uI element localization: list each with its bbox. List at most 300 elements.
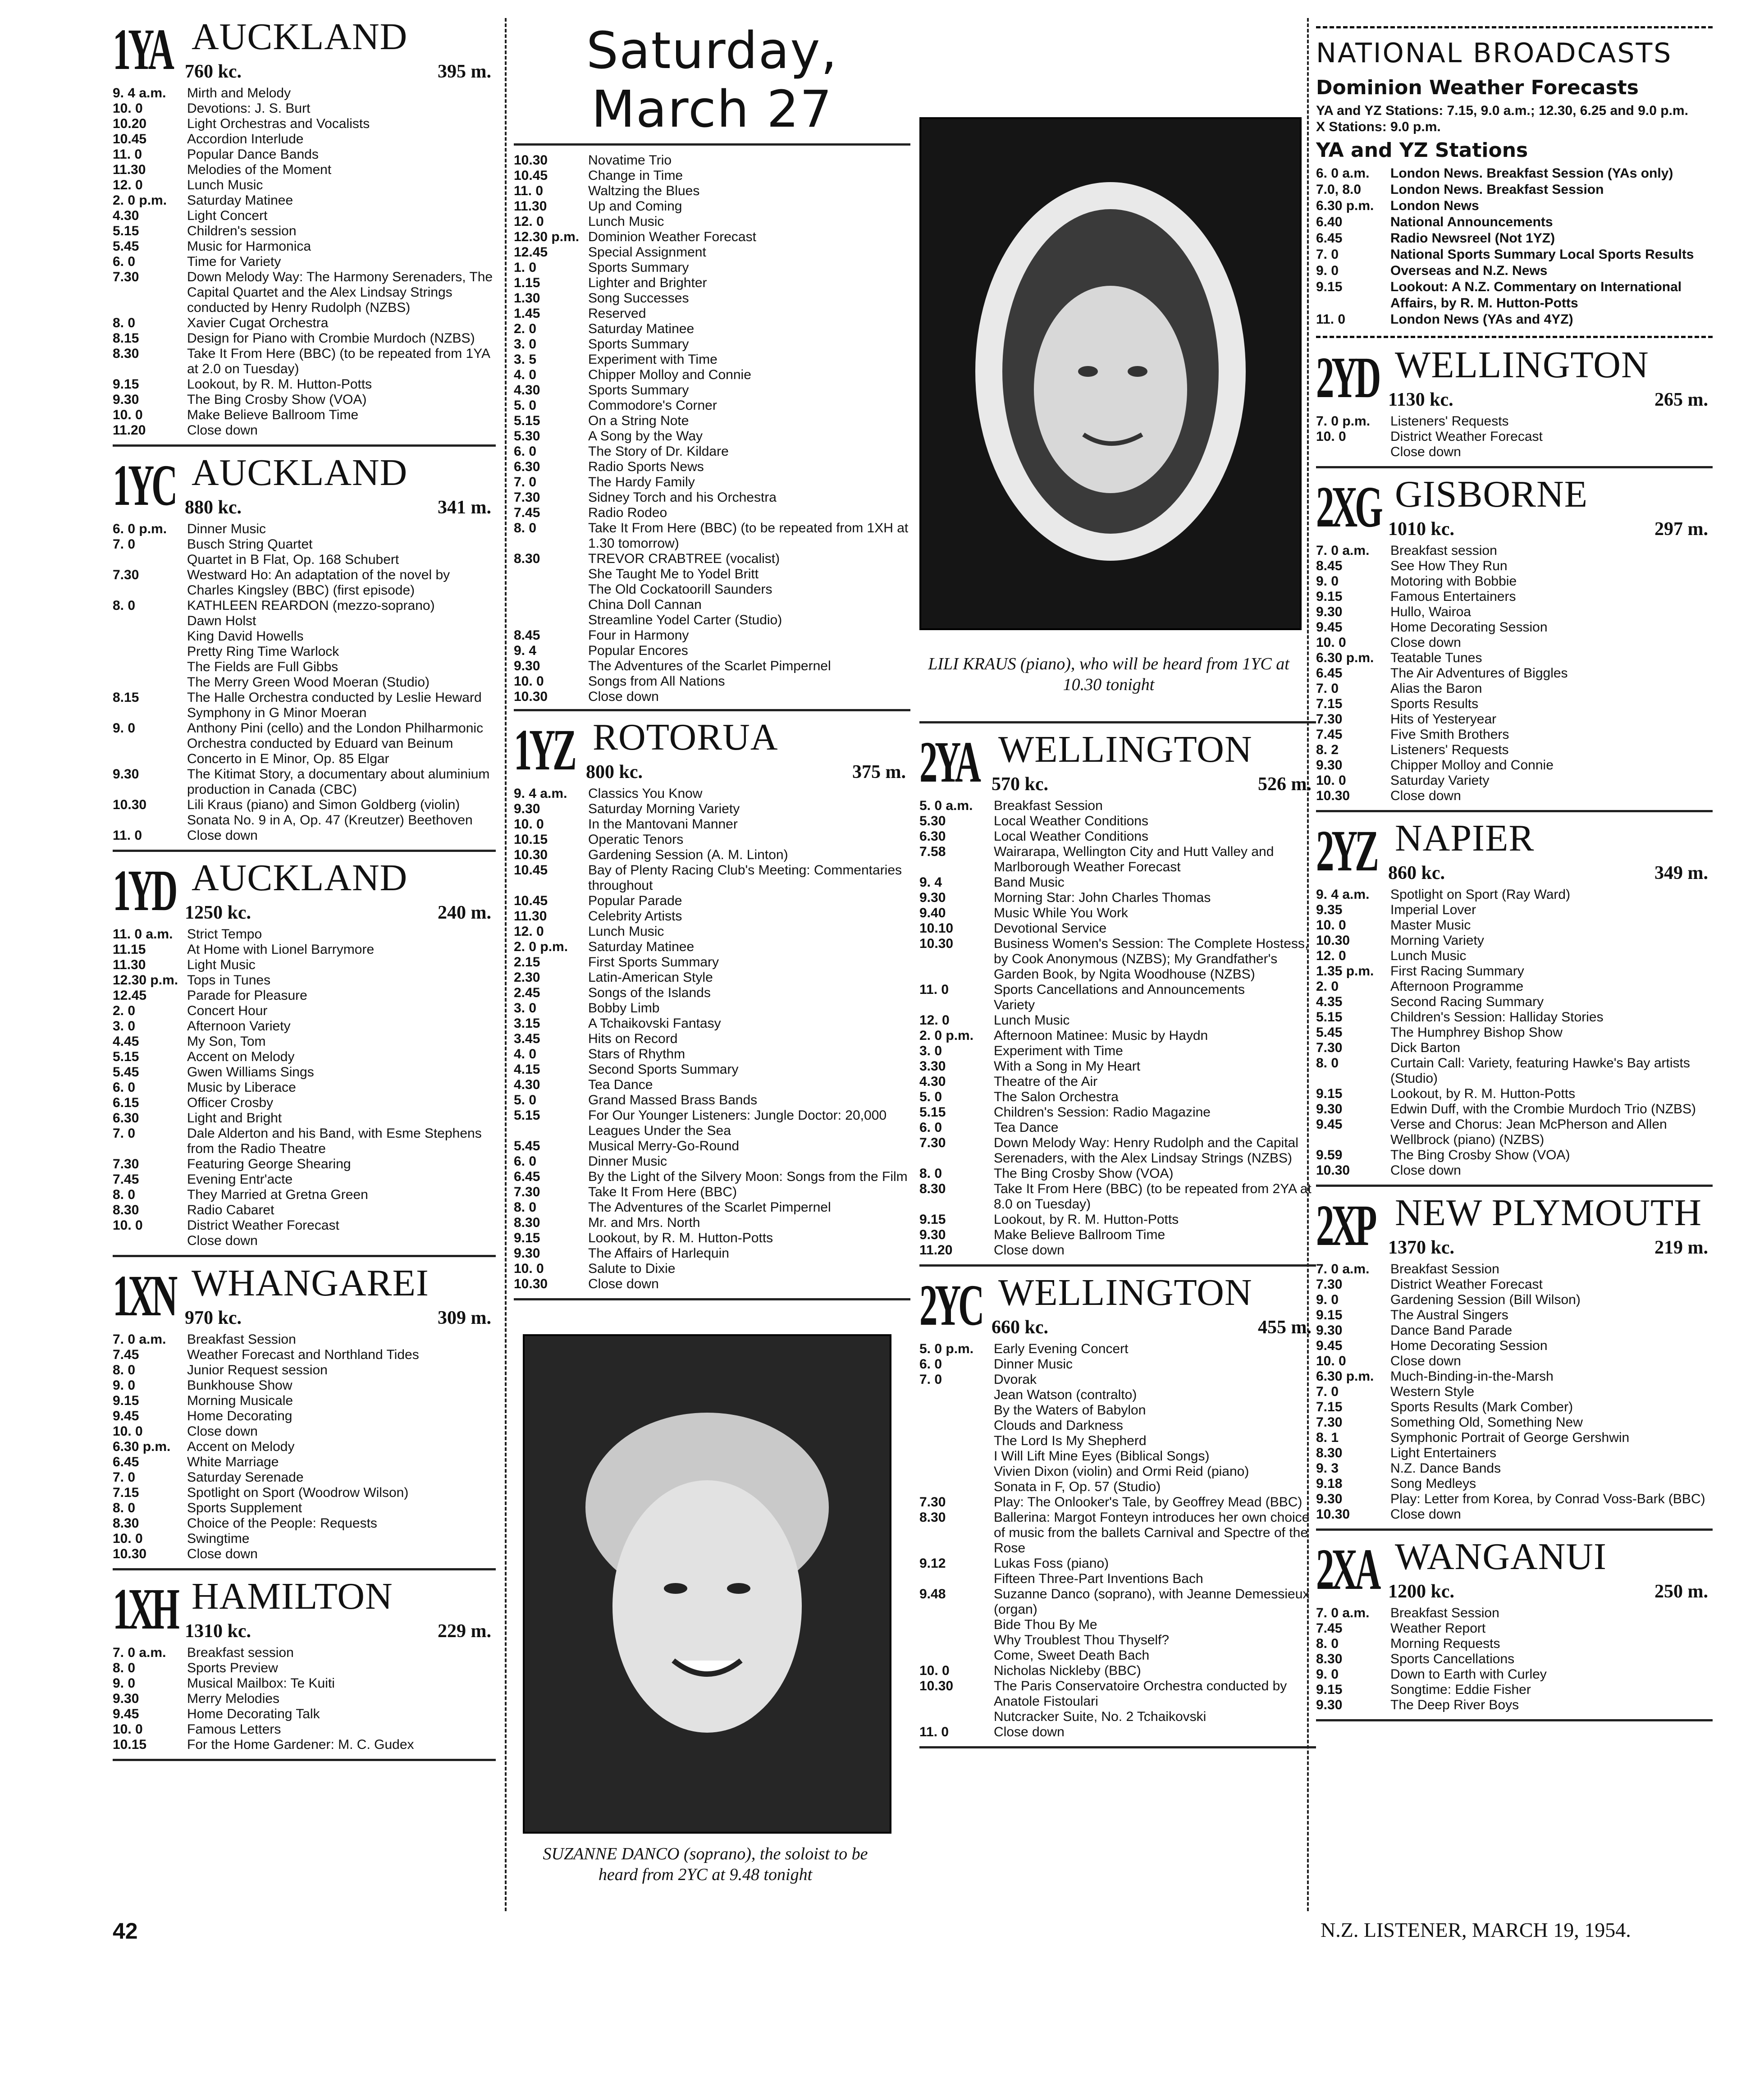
station-call-sign: 1XH [113, 1577, 177, 1642]
program-time: 8. 0 [113, 1501, 136, 1515]
program-time: 6. 0 [113, 1080, 136, 1095]
station-frequency: 880 kc. [185, 497, 242, 518]
program-title: Music by Liberace [187, 1080, 296, 1095]
program-title: Five Smith Brothers [1390, 727, 1509, 742]
program-title: Lookout, by R. M. Hutton-Potts [187, 377, 372, 392]
program-row [514, 444, 910, 459]
station-rule [1316, 1719, 1713, 1721]
program-time: 8. 0 [514, 521, 537, 535]
program-title: Sports Summary [588, 383, 689, 398]
program-title: Light Orchestras and Vocalists [187, 116, 370, 131]
program-row [1316, 444, 1713, 460]
program-title: Close down [187, 423, 258, 438]
program-row [919, 936, 1316, 982]
program-row [1316, 1667, 1713, 1682]
program-title: Overseas and N.Z. News [1390, 263, 1548, 278]
program-title: Gardening Session (Bill Wilson) [1390, 1292, 1581, 1307]
program-row [514, 475, 910, 490]
program-row [514, 1093, 910, 1108]
program-title: The Austral Singers [1390, 1308, 1508, 1322]
program-title: Bide Thou By Me [994, 1617, 1097, 1632]
program-title: Devotions: J. S. Burt [187, 101, 311, 116]
program-row [514, 1016, 910, 1031]
program-title: Music for Harmonica [187, 239, 311, 254]
station-header [1316, 473, 1713, 543]
program-time: 3. 0 [919, 1043, 942, 1058]
station-wavelength: 229 m. [438, 1621, 491, 1642]
program-row [113, 86, 496, 101]
program-row [919, 1418, 1316, 1433]
program-title: Song Medleys [1390, 1476, 1476, 1491]
program-row [1316, 1102, 1713, 1117]
station-frequency: 660 kc. [992, 1317, 1048, 1338]
program-title: Alias the Baron [1390, 681, 1482, 696]
program-row [919, 1181, 1316, 1212]
program-title: The Deep River Boys [1390, 1698, 1519, 1712]
program-time: 10. 0 [113, 1424, 143, 1439]
program-title: Songtime: Eddie Fisher [1390, 1682, 1531, 1697]
program-time: 10. 0 [113, 1531, 143, 1546]
program-row [113, 828, 496, 843]
program-row [113, 1691, 496, 1707]
program-title: Light Music [187, 957, 256, 972]
program-title: Saturday Serenade [187, 1470, 304, 1485]
program-title: Lunch Music [994, 1013, 1070, 1028]
station-1xh [113, 1575, 496, 1753]
program-title: Close down [1390, 1507, 1461, 1522]
program-time [919, 1709, 994, 1725]
program-row [1316, 773, 1713, 788]
program-row [514, 659, 910, 674]
program-row [1316, 902, 1713, 918]
program-title: Dominion Weather Forecast [588, 229, 756, 244]
program-list [113, 522, 496, 843]
program-title: For Our Younger Listeners: Jungle Doctor: 20,000 Leagues Under the Sea [588, 1108, 887, 1138]
program-title: Make Believe Ballroom Time [994, 1227, 1165, 1242]
program-time: 1.30 [514, 291, 540, 306]
program-time: 3. 0 [113, 1019, 136, 1034]
program-time [113, 813, 187, 828]
program-time: 6.30 p.m. [113, 1439, 171, 1454]
program-row [919, 1556, 1316, 1571]
program-title: Home Decorating [187, 1409, 292, 1423]
program-title: The Merry Green Wood Moeran (Studio) [187, 675, 430, 690]
program-time: 7. 0 a.m. [113, 1332, 166, 1347]
station-header [113, 1575, 496, 1645]
station-city: GISBORNE [1395, 473, 1588, 515]
program-row [919, 1120, 1316, 1135]
program-time: 1.35 p.m. [1316, 964, 1374, 979]
program-row [514, 613, 910, 628]
program-time: 10.45 [514, 168, 548, 183]
program-time: 8.30 [113, 1516, 139, 1531]
program-title: Up and Coming [588, 199, 682, 214]
program-time: 10.30 [514, 847, 548, 862]
program-row [1316, 666, 1713, 681]
program-time: 9.30 [1316, 1102, 1343, 1117]
program-title: First Sports Summary [588, 955, 719, 970]
program-time: 6. 0 [919, 1120, 942, 1135]
program-list [1316, 887, 1713, 1178]
program-title: Breakfast Session [1390, 1262, 1499, 1277]
program-row [113, 1003, 496, 1019]
program-title: Weather Report [1390, 1621, 1486, 1636]
program-row [514, 429, 910, 444]
program-time: 10.15 [113, 1737, 147, 1752]
program-title: Suzanne Danco (soprano), with Jeanne Demessieux (organ) [994, 1587, 1310, 1617]
program-title: Experiment with Time [588, 352, 717, 367]
program-title: Saturday Matinee [588, 939, 695, 954]
program-row [514, 490, 910, 505]
program-row [514, 1277, 910, 1292]
program-time: 6.45 [1316, 666, 1343, 681]
program-time: 2. 0 p.m. [514, 939, 568, 954]
program-time: 5.15 [919, 1105, 946, 1120]
program-title: The Fields are Full Gibbs [187, 659, 338, 674]
station-city: AUCKLAND [192, 857, 408, 899]
national-program-row [1316, 230, 1713, 247]
program-time: 12.45 [514, 245, 548, 260]
program-title: Gardening Session (A. M. Linton) [588, 847, 788, 862]
program-time: 8.30 [514, 551, 540, 566]
program-time: 8. 0 [1316, 1636, 1339, 1651]
program-time: 1. 0 [514, 260, 537, 275]
program-row [514, 893, 910, 909]
program-title: A Tchaikovski Fantasy [588, 1016, 721, 1031]
lili-kraus-caption: LILI KRAUS (piano), who will be heard from 1YC at 10.30 tonight [928, 654, 1289, 694]
program-time: 4.35 [1316, 994, 1343, 1009]
program-title: Second Sports Summary [588, 1062, 739, 1077]
station-city: ROTORUA [593, 716, 778, 758]
program-time: 2. 0 [113, 1003, 136, 1018]
program-time: 6. 0 p.m. [113, 522, 167, 536]
program-row [113, 813, 496, 828]
program-title: Edwin Duff, with the Crombie Murdoch Trio (NZBS) [1390, 1102, 1696, 1117]
program-title: Dale Alderton and his Band, with Esme Stephens from the Radio Theatre [187, 1126, 482, 1156]
program-time: 4.15 [514, 1062, 540, 1077]
national-program-row [1316, 214, 1713, 230]
program-row [919, 1679, 1316, 1709]
program-title: Mr. and Mrs. North [588, 1215, 700, 1230]
program-title: Lookout, by R. M. Hutton-Potts [588, 1231, 773, 1245]
program-title: Xavier Cugat Orchestra [187, 316, 329, 330]
program-time: 1.45 [514, 306, 540, 321]
program-time [113, 1233, 187, 1249]
program-title: Swingtime [187, 1531, 250, 1546]
program-title: London News. Breakfast Session (YAs only) [1390, 166, 1673, 181]
program-title: District Weather Forecast [1390, 1277, 1543, 1292]
national-program-row [1316, 263, 1713, 279]
program-row [919, 1166, 1316, 1181]
program-title: Devotional Service [994, 921, 1107, 936]
station-rule [113, 1255, 496, 1257]
program-time: 11. 0 [113, 147, 142, 162]
national-program-row [1316, 198, 1713, 214]
program-time: 12.30 p.m. [113, 973, 178, 988]
program-time: 5.15 [113, 224, 139, 238]
program-title: Why Troublest Thou Thyself? [994, 1633, 1170, 1647]
station-frequency: 1370 kc. [1388, 1237, 1454, 1258]
program-title: Commodore's Corner [588, 398, 717, 413]
program-row [113, 567, 496, 598]
portrait-illustration [921, 119, 1300, 628]
program-title: Lunch Music [1390, 948, 1467, 963]
program-time: 10.10 [919, 921, 954, 936]
program-row [919, 1510, 1316, 1556]
program-time: 5.15 [514, 413, 540, 428]
program-time: 9.45 [113, 1707, 139, 1721]
program-row [113, 423, 496, 438]
program-title: The Affairs of Harlequin [588, 1246, 729, 1261]
program-title: Tops in Tunes [187, 973, 271, 988]
program-time: 3. 0 [514, 1001, 537, 1016]
program-time: 12. 0 [113, 178, 143, 192]
program-title: Classics You Know [588, 786, 703, 801]
program-time: 9. 4 a.m. [113, 86, 166, 101]
program-title: Local Weather Conditions [994, 814, 1148, 828]
program-title: Lighter and Brighter [588, 275, 707, 290]
program-row [514, 367, 910, 383]
station-rule [1316, 1528, 1713, 1531]
program-title: The Adventures of the Scarlet Pimpernel [588, 1200, 831, 1215]
program-time: 7.45 [1316, 1621, 1343, 1636]
program-title: Evening Entr'acte [187, 1172, 293, 1187]
program-time [514, 582, 588, 597]
program-row [919, 1663, 1316, 1679]
program-time: 2.15 [514, 955, 540, 970]
program-time: 10. 0 [1316, 635, 1346, 650]
program-row [919, 844, 1316, 875]
program-row [113, 797, 496, 813]
program-row [113, 1080, 496, 1095]
program-row [1316, 1636, 1713, 1652]
program-title: Variety [994, 998, 1035, 1012]
program-title: Dinner Music [994, 1357, 1073, 1372]
column-divider-left [505, 18, 507, 1911]
program-title: Listeners' Requests [1390, 414, 1509, 429]
station-1ya [113, 18, 496, 438]
program-time: 9.30 [113, 767, 139, 782]
program-row [1316, 1446, 1713, 1461]
program-title: Ballerina: Margot Fonteyn introduces her own choice of music from the ballets Carnival and Spectre of the Rose [994, 1510, 1310, 1556]
station-wavelength: 297 m. [1654, 519, 1708, 540]
program-title: Radio Newsreel (Not 1YZ) [1390, 231, 1555, 246]
program-row [113, 1531, 496, 1547]
program-time: 10.30 [113, 797, 147, 812]
program-time: 5.45 [113, 239, 139, 254]
station-call-sign: 1YA [113, 17, 172, 82]
program-time: 7.30 [1316, 712, 1343, 727]
program-title: Tea Dance [994, 1120, 1059, 1135]
program-title: Hits of Yesteryear [1390, 712, 1497, 727]
program-row [113, 239, 496, 254]
program-time: 10.45 [514, 863, 548, 878]
program-title: Children's Session: Radio Magazine [994, 1105, 1211, 1120]
program-title: Famous Entertainers [1390, 589, 1516, 604]
program-title: Bobby Limb [588, 1001, 660, 1016]
station-2yd [1316, 346, 1713, 460]
program-row [113, 598, 496, 613]
station-wavelength: 455 m. [1258, 1317, 1312, 1338]
program-title: Sonata in F, Op. 57 (Studio) [994, 1479, 1161, 1494]
program-title: King David Howells [187, 629, 304, 644]
program-time: 9.45 [1316, 1338, 1343, 1353]
program-title: Song Successes [588, 291, 689, 306]
program-time: 12.45 [113, 988, 147, 1003]
program-time: 8. 0 [514, 1200, 537, 1215]
program-row [514, 1261, 910, 1277]
program-title: Lunch Music [588, 214, 664, 229]
program-title: Westward Ho: An adaptation of the novel by Charles Kingsley (BBC) (first episode) [187, 567, 450, 598]
program-time: 2. 0 [1316, 979, 1339, 994]
program-time: 7. 0 a.m. [113, 1645, 166, 1660]
program-row [1316, 994, 1713, 1010]
program-time: 8.30 [919, 1181, 946, 1196]
station-call-sign: 2YC [919, 1273, 982, 1338]
station-rule [1316, 466, 1713, 468]
program-time: 11.20 [113, 423, 146, 438]
program-row [514, 643, 910, 659]
program-time: 7.45 [1316, 727, 1343, 742]
program-time: 4.30 [514, 383, 540, 398]
station-wavelength: 309 m. [438, 1308, 491, 1328]
program-title: On a String Note [588, 413, 689, 428]
program-title: Musical Mailbox: Te Kuiti [187, 1676, 335, 1691]
program-row [514, 1001, 910, 1016]
program-time: 9. 0 [113, 1676, 136, 1691]
program-time: 6.15 [113, 1095, 139, 1110]
station-header [1316, 819, 1713, 887]
program-time: 5.45 [113, 1065, 139, 1080]
station-call-sign: 2YA [919, 730, 978, 795]
program-row [1316, 429, 1713, 444]
program-time: 8.30 [1316, 1446, 1343, 1460]
program-title: Home Decorating Talk [187, 1707, 320, 1721]
station-1yz [514, 709, 910, 1300]
program-title: Symphonic Portrait of George Gershwin [1390, 1430, 1630, 1445]
program-title: Special Assignment [588, 245, 706, 260]
program-list [113, 1645, 496, 1753]
program-row [919, 1357, 1316, 1372]
program-time: 8. 0 [113, 1363, 136, 1377]
program-row [514, 970, 910, 985]
program-time: 9.30 [919, 890, 946, 905]
program-time: 10.30 [514, 689, 548, 704]
date-rule [514, 143, 910, 146]
program-time [113, 552, 187, 567]
program-time: 9.30 [514, 801, 540, 816]
program-row [1316, 574, 1713, 589]
program-title: Nicholas Nickleby (BBC) [994, 1663, 1141, 1678]
program-time: 10.20 [113, 116, 147, 131]
program-title: I Will Lift Mine Eyes (Biblical Songs) [994, 1449, 1210, 1464]
station-city: WELLINGTON [998, 728, 1252, 770]
program-time: 11. 0 [514, 183, 544, 198]
program-title: Saturday Variety [1390, 773, 1490, 788]
program-row [113, 224, 496, 239]
program-row [1316, 887, 1713, 902]
program-title: Reserved [588, 306, 646, 321]
program-title: District Weather Forecast [1390, 429, 1543, 444]
program-title: Accordion Interlude [187, 132, 304, 146]
program-time: 11. 0 [1316, 312, 1346, 327]
program-row [1316, 1369, 1713, 1384]
program-row [1316, 1262, 1713, 1277]
program-row [514, 413, 910, 429]
program-title: Grand Massed Brass Bands [588, 1093, 758, 1107]
program-time: 5. 0 p.m. [919, 1341, 974, 1356]
program-time: 12. 0 [514, 924, 544, 939]
program-row [113, 1233, 496, 1249]
program-title: Busch String Quartet [187, 537, 313, 552]
program-row [919, 829, 1316, 844]
program-time: 7.30 [1316, 1415, 1343, 1430]
national-program-row [1316, 247, 1713, 263]
program-title: Lunch Music [588, 924, 664, 939]
program-row [919, 1464, 1316, 1479]
station-header [919, 728, 1316, 798]
program-row [514, 1215, 910, 1231]
program-row [919, 1617, 1316, 1633]
program-title: Breakfast Session [994, 798, 1103, 813]
program-row [1316, 681, 1713, 696]
program-row [919, 1074, 1316, 1089]
program-row [514, 689, 910, 705]
station-frequency: 860 kc. [1388, 863, 1445, 883]
program-time: 9.30 [1316, 1492, 1343, 1506]
program-time: 7.30 [919, 1135, 946, 1150]
program-row [1316, 589, 1713, 604]
program-time: 5.15 [1316, 1010, 1343, 1025]
program-time: 9. 4 a.m. [1316, 887, 1370, 902]
program-time [113, 705, 187, 721]
program-title: Sports Summary [588, 337, 689, 352]
program-title: Saturday Matinee [588, 321, 695, 336]
program-row [113, 1439, 496, 1455]
station-wavelength: 240 m. [438, 902, 491, 923]
program-row [113, 1218, 496, 1233]
program-row [919, 982, 1316, 998]
program-time: 5. 0 [514, 398, 537, 413]
program-row [514, 1062, 910, 1077]
program-title: Afternoon Variety [187, 1019, 291, 1034]
program-title: Lookout, by R. M. Hutton-Potts [1390, 1086, 1576, 1101]
program-title: Lukas Foss (piano) [994, 1556, 1109, 1571]
program-row [1316, 1415, 1713, 1430]
station-city: NEW PLYMOUTH [1395, 1192, 1702, 1234]
program-row [514, 628, 910, 643]
program-row [514, 909, 910, 924]
program-time [919, 1418, 994, 1433]
program-time: 7.15 [1316, 1400, 1343, 1414]
program-title: Officer Crosby [187, 1095, 274, 1110]
program-title: Quartet in B Flat, Op. 168 Schubert [187, 552, 399, 567]
program-title: The Humphrey Bishop Show [1390, 1025, 1563, 1040]
program-time: 3.15 [514, 1016, 540, 1031]
page-date-heading: Saturday, March 27 [586, 22, 838, 139]
program-row [514, 1185, 910, 1200]
program-time: 10.30 [1316, 1163, 1350, 1178]
program-time: 8. 0 [1316, 1056, 1339, 1071]
program-time: 9.59 [1316, 1148, 1343, 1162]
station-header [113, 454, 496, 522]
program-time: 12. 0 [919, 1013, 950, 1028]
program-row [113, 1332, 496, 1347]
program-time: 9.15 [919, 1212, 946, 1227]
program-time: 10.15 [514, 832, 548, 847]
program-title: The Hardy Family [588, 475, 695, 490]
program-time: 6. 0 [514, 1154, 537, 1169]
